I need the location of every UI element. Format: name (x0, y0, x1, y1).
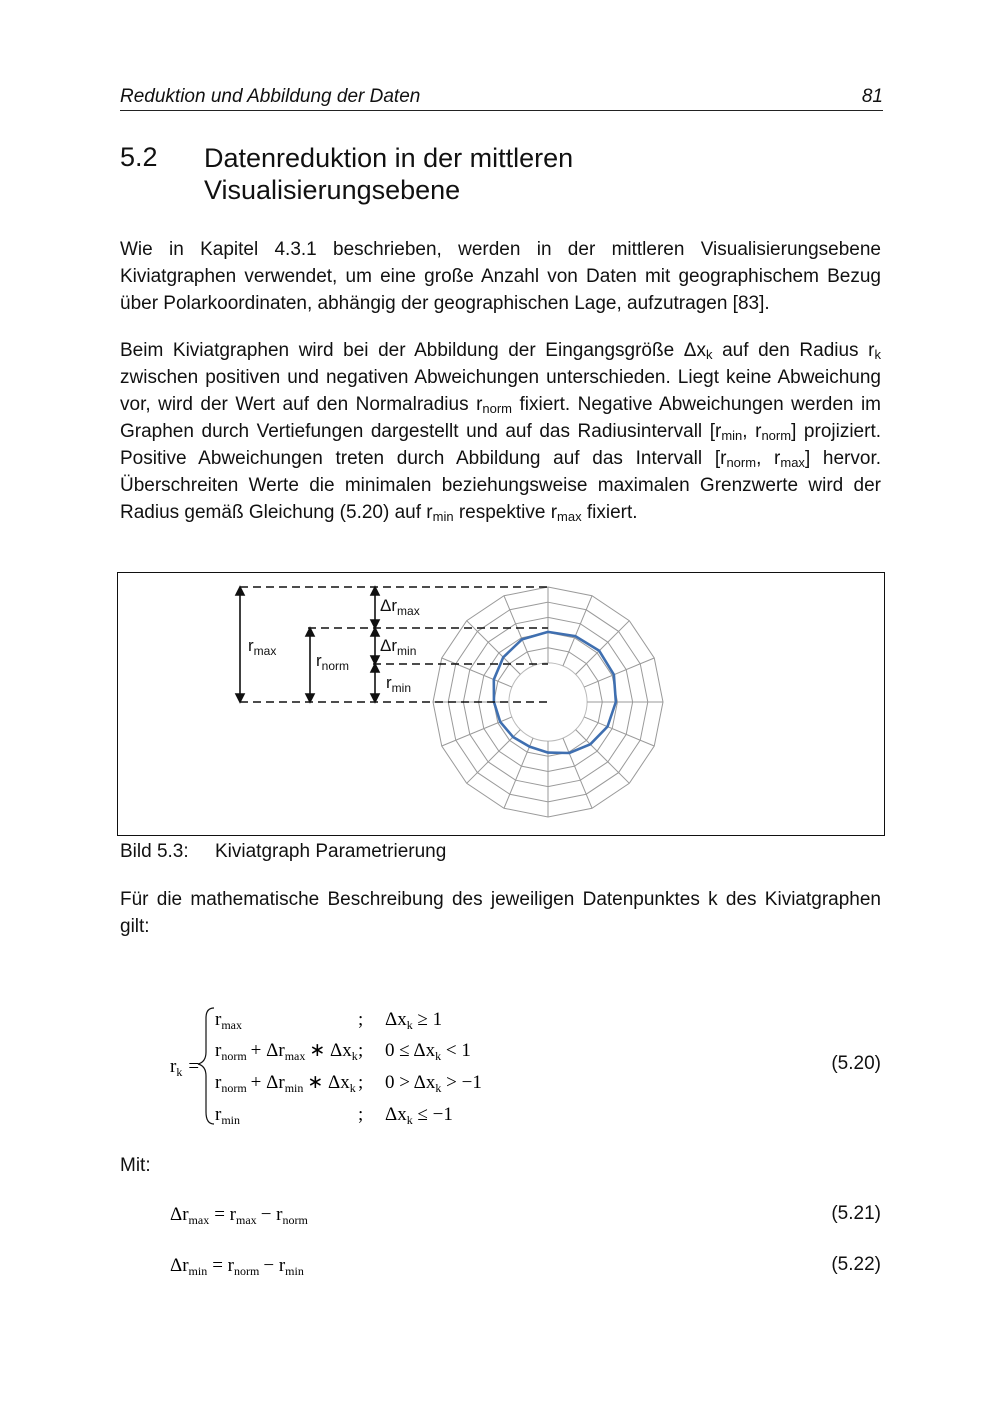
caption-label: Bild 5.3: (120, 841, 189, 862)
eq-case3-cond: $0 > \Delta x_k > -1$ (385, 1072, 482, 1095)
paragraph-math: Für die mathematische Beschreibung des jeweiligen Datenpunktes k des Kiviatgraphen gilt: (120, 889, 881, 937)
svg-text:Δrmin= rnorm− rmin: $\Delta r_{min} = r_{norm} - r_{min}$ (170, 1255, 304, 1278)
equation-5-20 (120, 1000, 881, 1135)
running-title: Reduktion und Abbildung der Daten (120, 86, 421, 107)
equation-5-21-body (120, 1198, 420, 1230)
arrowhead-rmax-bottom (236, 694, 244, 702)
label-rmax: $r_{max}$ (248, 636, 277, 658)
eq-case3-left: $r_{norm} + \Delta r_{min}$ ∗ $\Delta x_k$ (215, 1072, 356, 1095)
arrowhead-rmin-bottom (371, 694, 379, 702)
kiviat-series-line (494, 632, 616, 753)
paragraph-mapping: Beim Kiviatgraphen wird bei der Abbildung der Eingangsgröße $\Delta x_k$ auf den Radius $r_k$ zwischen positiven und negativen Abweichungen unterschieden. Liegt keine Abweichung vor, wird der Wert auf den Normalradius $r_{norm}$ fixiert. Negative Abweichungen werden im Graphen durch Vertiefungen dargestellt und auf das Radiusintervall [$r_{min}$, $r_{norm}$] projiziert. Positive Abweichungen treten durch Abbildung auf das Intervall [$r_{norm}$, $r_{max}$] hervor. Überschreiten Werte die minimalen beziehungsweise maximalen Grenzwerte wird der Radius gemäß Gleichung (5.20) auf $r_{min}$ respektive $r_{max}$ fixiert. (120, 340, 882, 524)
eq-case4-cond: $\Delta x_k \le -1$ (385, 1104, 453, 1127)
label-drmax: $\Delta r_{max}$ (380, 596, 420, 618)
equation-5-22-body (120, 1249, 420, 1281)
eq-case4-semi: ; (358, 1104, 364, 1125)
eq-case1-cond: $\Delta x_k \ge 1$ (385, 1009, 443, 1032)
section-title (204, 142, 804, 206)
eq-case4-left: $r_{min}$ (215, 1104, 240, 1127)
section-title-line1: Datenreduktion in der mittleren (204, 143, 574, 173)
eq-case2-left: $r_{norm} + \Delta r_{max}$ ∗ $\Delta x_k$ (215, 1040, 358, 1063)
arrowhead-rnorm-bottom (306, 694, 314, 702)
eq-case3-semi: ; (358, 1072, 364, 1093)
label-drmin: $\Delta r_{min}$ (380, 636, 417, 658)
equation-number-5-22: (5.22) (831, 1254, 881, 1275)
kiviat-series (494, 632, 616, 753)
eq-case1-semi: ; (358, 1009, 364, 1030)
caption-text: Kiviatgraph Parametrierung (215, 841, 447, 862)
arrowhead-rmin-top (371, 664, 379, 672)
label-rnorm: $r_{norm}$ (316, 651, 350, 673)
page-number: 81 (861, 86, 883, 107)
svg-text:Δrmax= rmax− rnorm: $\Delta r_{max} = r_{max} - r_{norm}$ (170, 1204, 308, 1227)
arrowhead-rnorm-top (306, 628, 314, 636)
section-number: 5.2 (120, 142, 158, 172)
paragraph-intro: Wie in Kapitel 4.3.1 beschrieben, werden in der mittleren Visualisierungsebene Kiviatgraphen verwendet, um eine große Anzahl von Daten mit geographischem Bezug über Polarkoordinaten, abhängig der geographischen Lage, aufzutragen [83]. (120, 239, 881, 314)
arrowhead-rmax-top (236, 587, 244, 595)
equation-number-5-21: (5.21) (831, 1203, 881, 1224)
eq-case2-semi: ; (358, 1040, 364, 1061)
eq-case1-left: $r_{max}$ (215, 1009, 242, 1032)
arrowhead-drmin-top (371, 628, 379, 636)
dimension-labels (248, 596, 420, 695)
section-title-line2: Visualisierungsebene (204, 175, 461, 205)
label-rmin: $r_{min}$ (386, 673, 412, 695)
kiviat-diagram (118, 573, 886, 837)
eq-lhs: $r_k$ = (170, 1056, 200, 1079)
equation-number-5-20: (5.20) (831, 1053, 881, 1074)
arrowhead-drmax-top (371, 587, 379, 595)
equation-5-21 (120, 1198, 881, 1230)
mit-label: Mit: (120, 1155, 151, 1176)
eq-case2-cond: $0 \le \Delta x_k < 1$ (385, 1040, 471, 1063)
equation-5-22 (120, 1249, 881, 1281)
equation-5-20-body (120, 1000, 620, 1135)
running-header (120, 84, 883, 111)
kiviat-spoke (576, 730, 630, 784)
eq-brace (198, 1008, 214, 1124)
figure-kiviat (117, 572, 885, 836)
kiviat-spoke (576, 621, 630, 675)
